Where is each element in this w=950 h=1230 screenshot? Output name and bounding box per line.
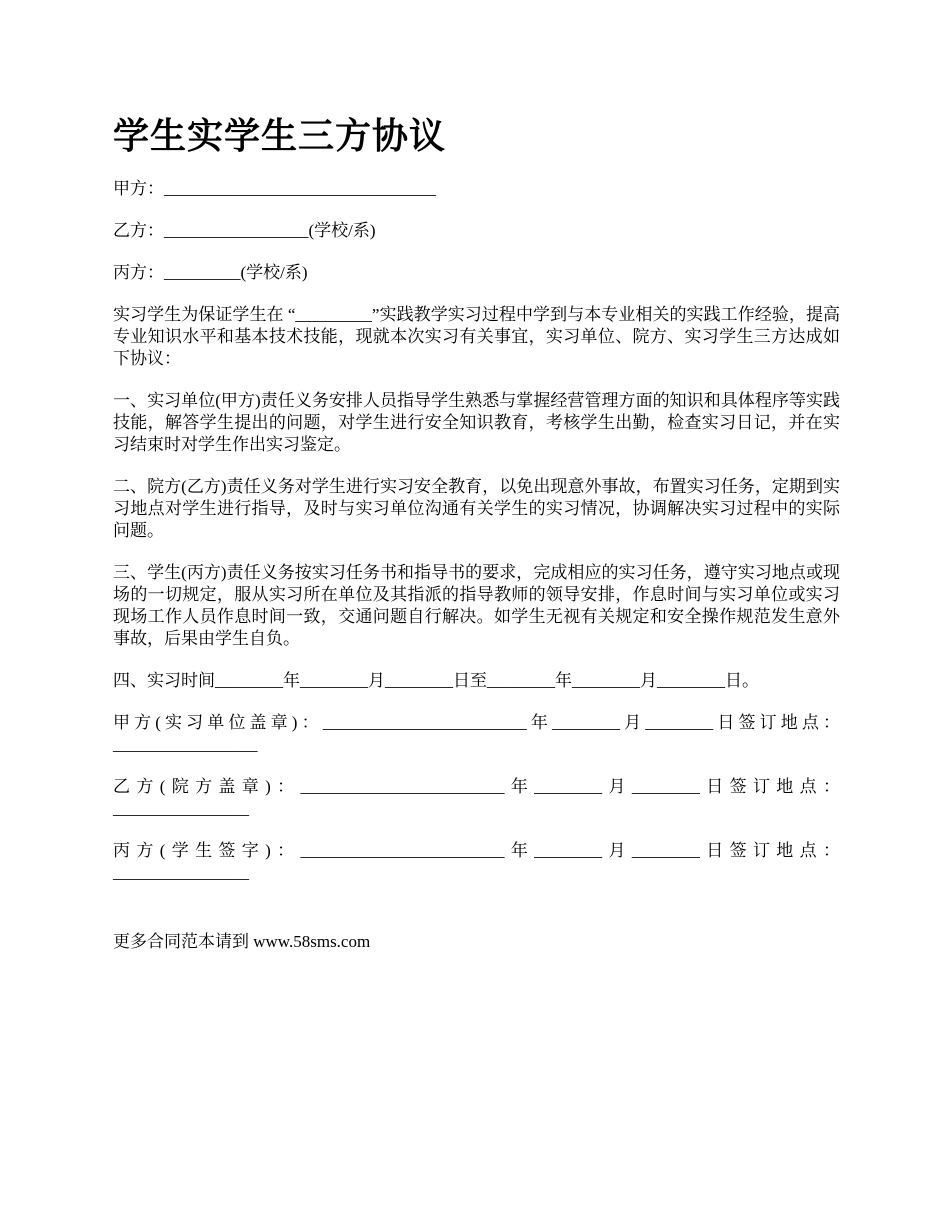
clause-1-paragraph: 一、实习单位(甲方)责任义务安排人员指导学生熟悉与掌握经营管理方面的知识和具体程序等实践技能，解答学生提出的问题，对学生进行安全知识教育，考核学生出勤，检查实习日记，并在实习结束时对学生作出实习鉴定。 <box>113 391 840 454</box>
footer-note: 更多合同范本请到 www.58sms.com <box>113 932 371 951</box>
clause-2-paragraph: 二、院方(乙方)责任义务对学生进行实习安全教育，以免出现意外事故，布置实习任务，定期到实习地点对学生进行指导，及时与实习单位沟通有关学生的实习情况，协调解决实习过程中的实际问题。 <box>113 477 840 540</box>
document-title: 学生实学生三方协议 <box>113 116 447 156</box>
intro-paragraph: 实习学生为保证学生在 “_________”实践教学实习过程中学到与本专业相关的实践工作经验，提高专业知识水平和基本技术技能，现就本次实习有关事宜，实习单位、院方、实习学生三方达成如下协议： <box>113 305 840 368</box>
party-a-signature-line: 甲方(实习单位盖章)：________________________年________月________日签订地点：_________________ <box>113 713 840 754</box>
clause-3-paragraph: 三、学生(丙方)责任义务按实习任务书和指导书的要求，完成相应的实习任务，遵守实习地点或现场的一切规定，服从实习所在单位及其指派的指导教师的领导安排，作息时间与实习单位或实习现场工作人员作息时间一致，交通问题自行解决。如学生无视有关规定和安全操作规范发生意外事故，后果由学生自负。 <box>113 563 840 648</box>
party-c-signature-line: 丙方(学生签字)：________________________年________月________日签订地点：________________ <box>113 841 840 882</box>
party-b-line: 乙方：_________________(学校/系) <box>113 221 376 240</box>
party-b-signature-line: 乙方(院方盖章)：________________________年________月________日签订地点：________________ <box>113 777 840 818</box>
clause-4-paragraph: 四、实习时间________年________月________日至________年________月________日。 <box>113 671 759 690</box>
party-a-line: 甲方：________________________________ <box>113 179 436 198</box>
document-body <box>113 178 840 904</box>
party-c-line: 丙方：_________(学校/系) <box>113 263 308 282</box>
